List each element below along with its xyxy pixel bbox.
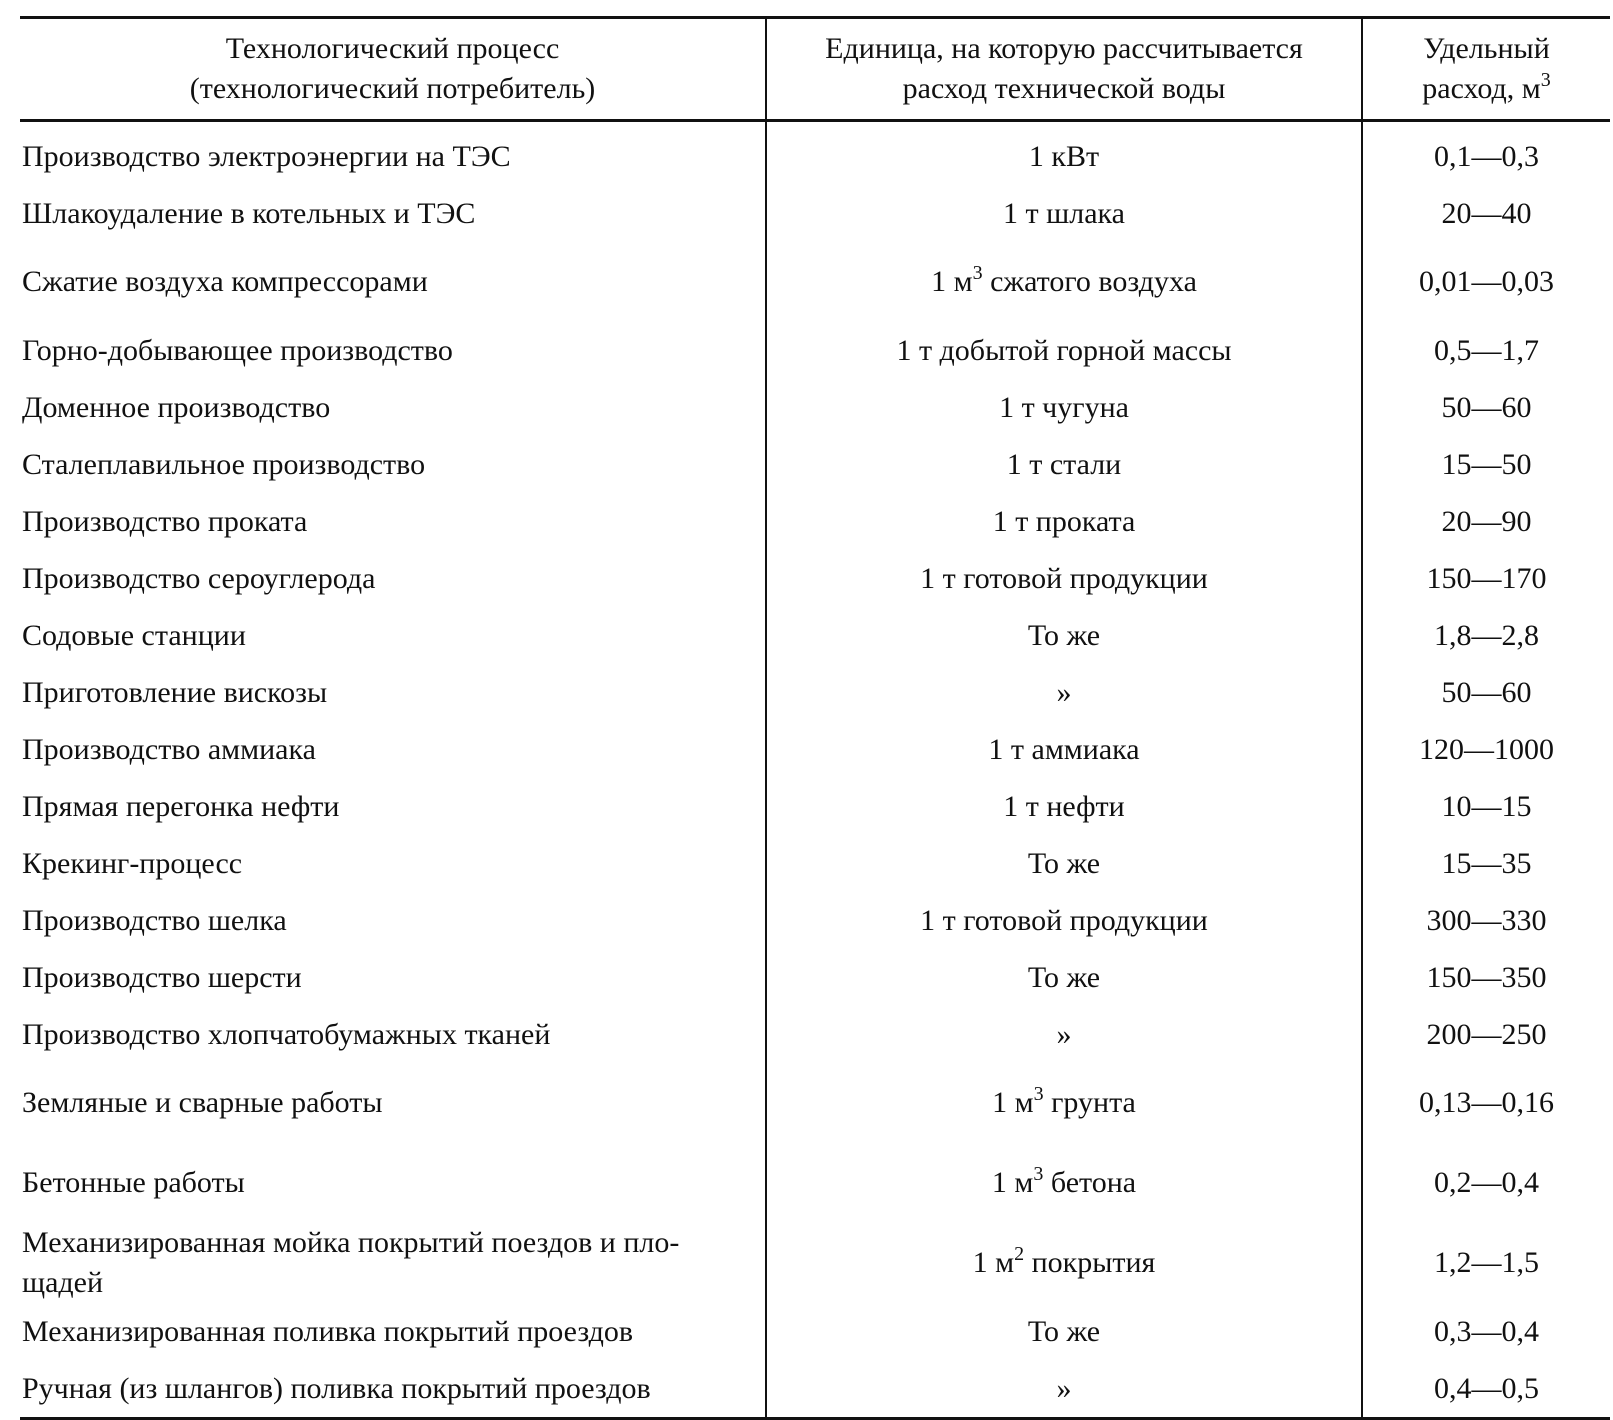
table-header [20,18,1610,121]
table-row [20,1006,1610,1063]
table-row [20,550,1610,607]
header-rate [1362,18,1610,121]
cell-rate: 120—1000 [1419,732,1554,766]
cell-rate: 150—350 [1426,960,1547,994]
cell-unit [766,242,1362,322]
table-row [20,949,1610,1006]
cell-process: Производство шелка [20,892,766,949]
cell-unit: 1 т готовой продукции [766,550,1362,607]
cell-unit-superscript: 2 [1014,1243,1025,1265]
cell-rate: 0,4—0,5 [1434,1371,1539,1405]
header-rate-line-2 [1369,69,1604,109]
cell-unit: » [766,664,1362,721]
cell-process: Сжатие воздуха компрессорами [20,242,766,322]
cell-rate: 20—40 [1441,196,1532,230]
cell-unit: То же [766,607,1362,664]
water-consumption-table-container [20,16,1610,1420]
cell-rate: 0,2—0,4 [1434,1166,1539,1199]
cell-unit: 1 т готовой продукции [766,892,1362,949]
cell-process: Механизированная поливка покрытий проездов [20,1303,766,1360]
header-rate-line-1: Удельный [1423,32,1550,65]
cell-process: Производство проката [20,493,766,550]
cell-unit-prefix: 1 м [931,265,973,298]
cell-unit-superscript: 3 [1033,1163,1044,1185]
cell-process-line: Механизированная мойка покрытий поездов и пло- [22,1226,680,1259]
cell-process: Содовые станции [20,607,766,664]
table-row [20,185,1610,242]
cell-process: Крекинг-процесс [20,835,766,892]
table-row [20,1303,1610,1360]
table-row [20,1143,1610,1223]
cell-unit: 1 т шлака [766,185,1362,242]
cell-unit: 1 кВт [766,121,1362,186]
cell-process: Производство аммиака [20,721,766,778]
cell-process: Прямая перегонка нефти [20,778,766,835]
cell-rate: 15—35 [1441,846,1532,880]
header-row [20,18,1610,121]
cell-process: Производство шерсти [20,949,766,1006]
cell-rate: 1,8—2,8 [1434,618,1539,652]
header-unit [766,18,1362,121]
cell-rate: 0,1—0,3 [1434,139,1539,173]
cell-process: Земляные и сварные работы [20,1063,766,1143]
table-row [20,892,1610,949]
cell-unit-prefix: 1 м [991,1166,1034,1199]
cell-process: Ручная (из шлангов) поливка покрытий проездов [20,1360,766,1419]
cell-rate: 0,3—0,4 [1434,1314,1539,1348]
header-rate-superscript: 3 [1540,69,1551,91]
cell-process: Приготовление вискозы [20,664,766,721]
cell-rate: 50—60 [1441,675,1532,709]
table-row [20,607,1610,664]
cell-rate: 150—170 [1426,561,1547,595]
cell-rate: 200—250 [1426,1017,1547,1051]
header-rate-unit: расход, м [1422,72,1541,105]
table-row [20,835,1610,892]
cell-rate: 0,5—1,7 [1434,333,1539,367]
cell-rate: 20—90 [1441,504,1532,538]
cell-rate: 0,13—0,16 [1419,1086,1554,1119]
header-process-line-1: Технологический процесс [225,32,560,65]
cell-unit: То же [766,949,1362,1006]
cell-unit [766,1063,1362,1143]
cell-process: Шлакоудаление в котельных и ТЭС [20,185,766,242]
header-unit-line-2: расход технической воды [902,72,1226,105]
water-consumption-table [20,16,1610,1420]
cell-rate: 0,01—0,03 [1419,265,1554,298]
cell-unit: 1 т добытой горной массы [766,322,1362,379]
cell-unit-suffix: грунта [1043,1086,1136,1119]
cell-process: Бетонные работы [20,1143,766,1223]
cell-process: Горно-добывающее производство [20,322,766,379]
cell-process-line: щадей [22,1266,104,1299]
cell-unit: » [766,1006,1362,1063]
table-row [20,721,1610,778]
cell-unit: 1 т чугуна [766,379,1362,436]
cell-unit [766,1143,1362,1223]
cell-process: Производство хлопчатобумажных тканей [20,1006,766,1063]
header-process-line-2: (технологический потребитель) [189,72,596,105]
cell-unit: 1 т стали [766,436,1362,493]
cell-unit-suffix: покрытия [1024,1246,1156,1279]
cell-rate: 10—15 [1441,789,1532,823]
cell-process [20,1223,766,1303]
table-row [20,493,1610,550]
table-row [20,436,1610,493]
cell-rate: 50—60 [1441,390,1532,424]
table-row [20,121,1610,186]
cell-process: Производство электроэнергии на ТЭС [20,121,766,186]
cell-unit: 1 т проката [766,493,1362,550]
table-body [20,121,1610,1419]
cell-rate: 300—330 [1426,903,1547,937]
table-row [20,778,1610,835]
table-row [20,242,1610,322]
header-unit-line-1: Единица, на которую рассчитывается [825,32,1303,65]
cell-rate: 1,2—1,5 [1434,1246,1539,1279]
table-row [20,322,1610,379]
table-row [20,1223,1610,1303]
cell-unit: 1 т нефти [766,778,1362,835]
table-row [20,379,1610,436]
cell-unit-superscript: 3 [1033,1083,1044,1105]
cell-unit [766,1223,1362,1303]
cell-unit-suffix: бетона [1043,1166,1137,1199]
cell-unit-prefix: 1 м [992,1086,1034,1119]
cell-unit-suffix: сжатого воздуха [982,265,1197,298]
table-row [20,664,1610,721]
table-row [20,1063,1610,1143]
cell-unit: 1 т аммиака [766,721,1362,778]
cell-process: Производство сероуглерода [20,550,766,607]
cell-unit-superscript: 3 [972,262,983,284]
cell-unit: » [766,1360,1362,1419]
table-row [20,1360,1610,1419]
cell-unit-prefix: 1 м [972,1246,1015,1279]
cell-unit: То же [766,1303,1362,1360]
cell-process: Сталеплавильное производство [20,436,766,493]
header-process [20,18,766,121]
cell-unit: То же [766,835,1362,892]
cell-process: Доменное производство [20,379,766,436]
cell-rate: 15—50 [1441,447,1532,481]
